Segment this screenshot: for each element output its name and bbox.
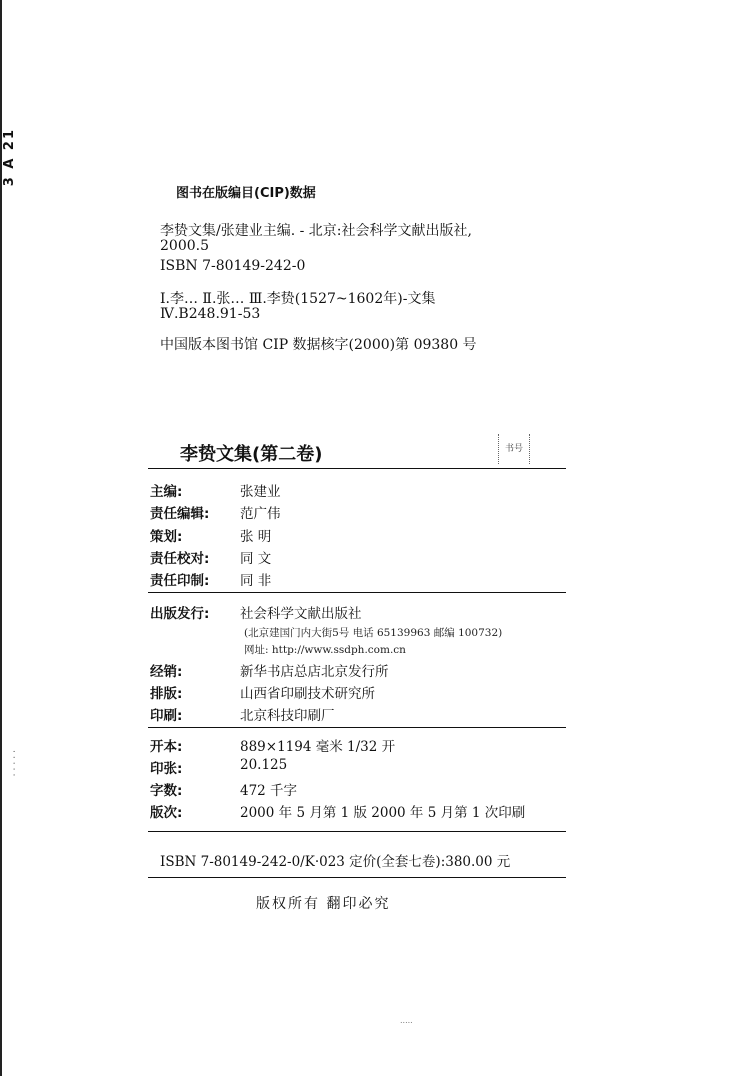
copyright-notice: 版权所有 翻印必究 <box>256 896 391 912</box>
spec-label: 版次: <box>150 805 183 821</box>
book-title: 李贽文集(第二卷) <box>180 444 323 465</box>
production-value: 山西省印刷技术研究所 <box>240 686 375 702</box>
editor-row <box>150 480 281 500</box>
production-value: 新华书店总店北京发行所 <box>240 664 389 680</box>
editor-label: 责任校对: <box>150 551 210 567</box>
divider-rule <box>148 877 566 878</box>
divider-rule <box>148 727 566 728</box>
stamp-mark: 书号 <box>498 434 530 464</box>
cip-title: 图书在版编目(CIP)数据 <box>176 186 316 201</box>
divider-rule <box>148 468 566 469</box>
isbn-price-line: ISBN 7-80149-242-0/K·023 定价(全套七卷):380.00 元 <box>160 854 511 870</box>
editor-row <box>150 525 271 545</box>
footer-mark: ..... <box>400 1016 413 1025</box>
margin-code: 3 A 21 <box>2 128 17 187</box>
spec-label: 字数: <box>150 783 183 799</box>
cip-isbn: ISBN 7-80149-242-0 <box>160 258 306 274</box>
production-row <box>150 682 375 702</box>
margin-scan-noise: ····· <box>8 750 18 780</box>
publisher-value: 社会科学文献出版社 <box>240 606 362 622</box>
cip-classification: Ⅳ.B248.91-53 <box>160 306 261 322</box>
cip-line-1: 李贽文集/张建业主编. - 北京:社会科学文献出版社, <box>160 223 472 239</box>
production-row <box>150 704 335 724</box>
cip-line-2: 2000.5 <box>160 238 209 254</box>
editor-label: 主编: <box>150 484 183 500</box>
spec-value: 889×1194 毫米 1/32 开 <box>240 739 396 755</box>
production-label: 经销: <box>150 664 183 680</box>
editor-value: 同 文 <box>240 551 272 567</box>
editor-row <box>150 547 271 567</box>
editor-row <box>150 502 281 522</box>
publisher-row <box>150 602 362 622</box>
cip-subject-line: Ⅰ.李… Ⅱ.张… Ⅲ.李贽(1527~1602年)-文集 <box>160 291 436 307</box>
editor-value: 张建业 <box>240 484 281 500</box>
spec-row <box>150 757 287 777</box>
editor-value: 同 非 <box>240 573 272 589</box>
editor-row <box>150 569 271 589</box>
editor-label: 责任印制: <box>150 573 210 589</box>
production-label: 印刷: <box>150 708 183 724</box>
spec-row <box>150 779 297 799</box>
spec-label: 印张: <box>150 761 183 777</box>
spec-value: 472 千字 <box>240 783 298 799</box>
publisher-website: 网址: http://www.ssdph.com.cn <box>244 644 406 656</box>
cip-record-number: 中国版本图书馆 CIP 数据核字(2000)第 09380 号 <box>160 337 477 353</box>
editor-value: 张 明 <box>240 529 272 545</box>
spec-row <box>150 801 525 821</box>
spec-value: 2000 年 5 月第 1 版 2000 年 5 月第 1 次印刷 <box>240 805 526 821</box>
spec-row <box>150 735 395 755</box>
publisher-label: 出版发行: <box>150 606 210 622</box>
editor-label: 策划: <box>150 529 183 545</box>
spec-label: 开本: <box>150 739 183 755</box>
publisher-address: (北京建国门内大街5号 电话 65139963 邮编 100732) <box>244 627 503 639</box>
production-label: 排版: <box>150 686 183 702</box>
editor-value: 范广伟 <box>240 506 281 522</box>
spec-value: 20.125 <box>240 757 288 773</box>
divider-rule <box>148 831 566 832</box>
production-value: 北京科技印刷厂 <box>240 708 335 724</box>
production-row <box>150 660 389 680</box>
divider-rule <box>148 592 566 593</box>
editor-label: 责任编辑: <box>150 506 210 522</box>
